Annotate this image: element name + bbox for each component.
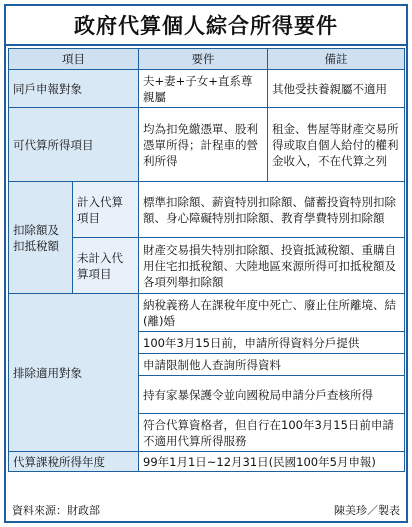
header-item: 項目: [9, 49, 139, 70]
row-label-exclusions: 排除適用對象: [9, 294, 139, 452]
computable-income-note: 租金、售屋等財產交易所得或取自個人給付的權利金收入，不在代算之列: [268, 108, 405, 182]
exclusion-item: 符合代算資格者，但自行在100年3月15日前申請不適用代算所得服務: [139, 414, 405, 452]
table-row: [9, 70, 405, 108]
header-requirement: 要件: [139, 49, 268, 70]
table-row: [9, 108, 405, 182]
requirements-table: [8, 48, 405, 472]
table-row: [9, 294, 405, 332]
row-label-computable-income: 可代算所得項目: [9, 108, 139, 182]
page-title: 政府代算個人綜合所得要件: [6, 6, 406, 46]
infographic-frame: [4, 4, 408, 523]
row-label-deductions: 扣除額及扣抵稅額: [9, 182, 73, 294]
joint-filing-requirement: 夫+妻+子女+直系尊親屬: [139, 70, 268, 108]
included-items: 標準扣除額、薪資特別扣除額、儲蓄投資特別扣除額、身心障礙特別扣除額、教育學費特別扣除額: [139, 182, 405, 238]
author-credit: 陳美珍／製表: [334, 504, 400, 517]
computable-income-requirement: 均為扣免繳憑單、股利憑單所得；計程車的營利所得: [139, 108, 268, 182]
exclusion-item: 申請限制他人查詢所得資料: [139, 354, 405, 376]
table-row: [9, 182, 405, 238]
header-row: [9, 49, 405, 70]
sub-label-excluded: 未計入代算項目: [73, 238, 139, 294]
joint-filing-note: 其他受扶養親屬不適用: [268, 70, 405, 108]
source-credit: 資料來源：財政部: [12, 504, 100, 517]
row-label-joint-filing: 同戶申報對象: [9, 70, 139, 108]
exclusion-item: 100年3月15日前，申請所得資料分戶提供: [139, 332, 405, 354]
row-label-year: 代算課稅所得年度: [9, 452, 139, 472]
excluded-items: 財產交易損失特別扣除額、投資抵減稅額、重購自用住宅扣抵稅額、大陸地區來源所得可扣抵稅額及各項列舉扣除額: [139, 238, 405, 294]
table-row: [9, 452, 405, 472]
year-range: 99年1月1日~12月31日(民國100年5月申報): [139, 452, 405, 472]
sub-label-included: 計入代算項目: [73, 182, 139, 238]
exclusion-item: 持有家暴保護令並向國稅局申請分戶查核所得: [139, 376, 405, 414]
footer: [12, 502, 400, 518]
header-note: 備註: [268, 49, 405, 70]
exclusion-item: 納稅義務人在課稅年度中死亡、廢止住所離境、結(離)婚: [139, 294, 405, 332]
